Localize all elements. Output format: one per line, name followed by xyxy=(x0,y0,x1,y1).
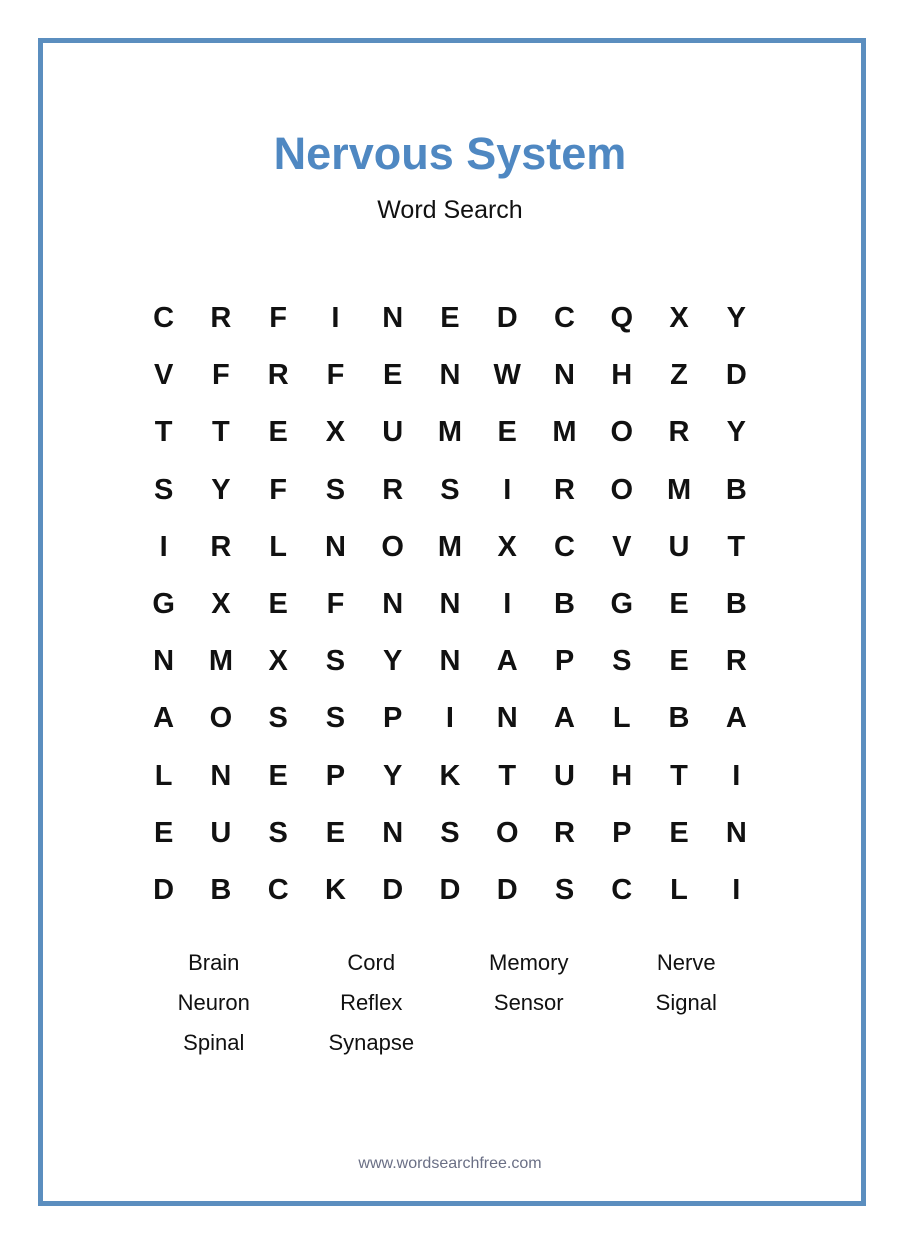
grid-cell[interactable]: N xyxy=(382,816,404,849)
grid-cell[interactable]: T xyxy=(212,416,230,449)
grid-cell[interactable]: Y xyxy=(383,759,403,792)
word-list-item: Synapse xyxy=(328,1030,415,1055)
grid-cell[interactable]: L xyxy=(670,873,688,906)
grid-cell[interactable]: D xyxy=(439,873,461,906)
grid-cell[interactable]: N xyxy=(439,359,461,392)
grid-cell[interactable]: R xyxy=(267,359,289,392)
grid-row xyxy=(135,862,765,919)
grid-cell[interactable]: X xyxy=(497,530,517,563)
word-list-item: Memory xyxy=(489,950,569,975)
word-list-item: Nerve xyxy=(656,950,716,975)
grid-cell[interactable]: P xyxy=(554,645,575,678)
grid-cell[interactable]: M xyxy=(437,416,463,449)
grid-cell[interactable]: T xyxy=(670,759,688,792)
grid-cell[interactable]: D xyxy=(496,873,518,906)
grid-cell[interactable]: N xyxy=(153,645,175,678)
grid-cell[interactable]: F xyxy=(269,473,288,506)
grid-cell[interactable]: M xyxy=(666,473,692,506)
grid-cell[interactable]: N xyxy=(210,759,232,792)
grid-cell[interactable]: E xyxy=(268,759,288,792)
grid-cell[interactable]: S xyxy=(153,473,174,506)
grid-cell[interactable]: N xyxy=(382,587,404,620)
grid-row xyxy=(135,519,765,576)
grid-cell[interactable]: O xyxy=(610,473,634,506)
grid-cell[interactable]: Y xyxy=(726,302,746,334)
grid-cell[interactable]: E xyxy=(153,816,174,849)
word-list xyxy=(135,943,765,1063)
grid-cell[interactable]: N xyxy=(554,359,575,392)
grid-cell[interactable]: V xyxy=(153,359,174,392)
word-list-item: Signal xyxy=(655,990,717,1015)
grid-cell[interactable]: F xyxy=(269,302,288,334)
grid-cell[interactable]: T xyxy=(498,759,517,792)
grid-cell[interactable]: W xyxy=(493,359,521,392)
grid-cell[interactable]: Z xyxy=(670,359,688,392)
grid-cell[interactable]: G xyxy=(610,587,634,620)
grid-cell[interactable]: S xyxy=(612,645,632,678)
grid-cell[interactable]: N xyxy=(439,645,461,678)
word-list-item: Spinal xyxy=(183,1030,245,1055)
grid-cell[interactable]: U xyxy=(668,530,690,563)
grid-cell[interactable]: P xyxy=(612,816,632,849)
grid-cell[interactable]: N xyxy=(725,816,747,849)
word-list-item: Neuron xyxy=(177,990,250,1015)
grid-cell[interactable]: N xyxy=(324,530,346,563)
grid-cell[interactable]: S xyxy=(325,473,346,506)
footer-url[interactable]: www.wordsearchfree.com xyxy=(358,1155,542,1172)
grid-cell[interactable]: D xyxy=(153,873,175,906)
grid-cell[interactable]: Y xyxy=(211,473,231,506)
grid-cell[interactable]: O xyxy=(209,702,233,735)
grid-cell[interactable]: E xyxy=(268,416,288,449)
word-list-item: Brain xyxy=(188,950,240,975)
grid-cell[interactable]: G xyxy=(152,587,175,620)
grid-cell[interactable]: I xyxy=(503,473,512,506)
grid-cell[interactable]: I xyxy=(331,302,340,334)
grid-row xyxy=(135,347,765,404)
grid-cell[interactable]: S xyxy=(440,816,460,849)
grid-cell[interactable]: H xyxy=(611,359,633,392)
grid-cell[interactable]: U xyxy=(210,816,232,849)
grid-cell[interactable]: R xyxy=(210,530,232,563)
grid-cell[interactable]: B xyxy=(210,873,232,906)
grid-cell[interactable]: X xyxy=(268,645,288,678)
grid-cell[interactable]: X xyxy=(211,587,231,620)
grid-cell[interactable]: X xyxy=(669,302,689,334)
grid-cell[interactable]: H xyxy=(611,759,633,792)
grid-cell[interactable]: F xyxy=(212,359,230,392)
grid-row xyxy=(135,576,765,633)
grid-cell[interactable]: U xyxy=(382,416,404,449)
grid-cell[interactable]: K xyxy=(439,759,461,792)
grid-cell[interactable]: E xyxy=(268,587,288,620)
grid-cell[interactable]: E xyxy=(440,302,460,334)
grid-cell[interactable]: S xyxy=(325,702,346,735)
grid-row xyxy=(135,633,765,690)
grid-cell[interactable]: U xyxy=(554,759,575,792)
grid-cell[interactable]: C xyxy=(267,873,289,906)
grid-cell[interactable]: M xyxy=(208,645,233,678)
grid-cell[interactable]: A xyxy=(725,702,747,735)
grid-cell[interactable]: B xyxy=(725,473,747,506)
grid-cell[interactable]: E xyxy=(383,359,403,392)
grid-cell[interactable]: R xyxy=(554,816,575,849)
grid-cell[interactable]: L xyxy=(154,759,173,792)
grid-cell[interactable]: V xyxy=(612,530,632,563)
grid-cell[interactable]: I xyxy=(503,587,512,620)
grid-cell[interactable]: E xyxy=(325,816,346,849)
grid-cell[interactable]: D xyxy=(496,302,518,334)
grid-cell[interactable]: E xyxy=(669,645,689,678)
grid-cell[interactable]: A xyxy=(554,702,575,735)
grid-cell[interactable]: R xyxy=(725,645,747,678)
grid-cell[interactable]: R xyxy=(554,473,575,506)
grid-cell[interactable]: L xyxy=(269,530,288,563)
grid-cell[interactable]: I xyxy=(159,530,168,563)
grid-row xyxy=(135,290,765,347)
letter-grid xyxy=(135,290,765,919)
grid-cell[interactable]: S xyxy=(268,702,288,735)
grid-cell[interactable]: R xyxy=(382,473,404,506)
grid-cell[interactable]: A xyxy=(496,645,518,678)
grid-cell[interactable]: C xyxy=(153,302,175,334)
grid-cell[interactable]: S xyxy=(268,816,288,849)
grid-cell[interactable]: E xyxy=(669,816,689,849)
grid-cell[interactable]: I xyxy=(732,759,741,792)
word-list-item: Reflex xyxy=(340,990,403,1015)
grid-cell[interactable]: C xyxy=(554,302,575,334)
grid-row xyxy=(135,462,765,519)
grid-cell[interactable]: K xyxy=(324,873,346,906)
grid-cell[interactable]: E xyxy=(669,587,689,620)
grid-cell[interactable]: A xyxy=(153,702,175,735)
grid-cell[interactable]: P xyxy=(383,702,403,735)
grid-cell[interactable]: I xyxy=(732,873,741,906)
grid-cell[interactable]: B xyxy=(668,702,690,735)
grid-row xyxy=(135,805,765,862)
grid-cell[interactable]: N xyxy=(382,302,404,334)
grid-cell[interactable]: O xyxy=(610,416,634,449)
grid-cell[interactable]: T xyxy=(727,530,746,563)
grid-cell[interactable]: N xyxy=(439,587,461,620)
grid-cell[interactable]: P xyxy=(325,759,346,792)
page-title: Nervous System xyxy=(273,128,627,179)
grid-cell[interactable]: F xyxy=(326,359,345,392)
word-list-item: Sensor xyxy=(493,990,564,1015)
grid-cell[interactable]: B xyxy=(554,587,575,620)
grid-row xyxy=(135,690,765,747)
grid-cell[interactable]: R xyxy=(668,416,690,449)
grid-cell[interactable]: M xyxy=(437,530,463,563)
grid-cell[interactable]: O xyxy=(381,530,404,563)
word-list-item: Cord xyxy=(347,950,396,975)
grid-cell[interactable]: F xyxy=(326,587,345,620)
grid-cell[interactable]: Y xyxy=(726,416,746,449)
grid-cell[interactable]: B xyxy=(725,587,747,620)
grid-cell[interactable]: S xyxy=(325,645,346,678)
grid-cell[interactable]: L xyxy=(612,702,631,735)
grid-cell[interactable]: Q xyxy=(610,302,634,334)
grid-cell[interactable]: R xyxy=(210,302,232,334)
grid-row xyxy=(135,748,765,805)
grid-cell[interactable]: M xyxy=(552,416,577,449)
grid-cell[interactable]: T xyxy=(154,416,173,449)
grid-cell[interactable]: C xyxy=(554,530,575,563)
grid-cell[interactable]: S xyxy=(554,873,575,906)
grid-cell[interactable]: N xyxy=(496,702,518,735)
grid-cell[interactable]: X xyxy=(325,416,346,449)
grid-row xyxy=(135,404,765,461)
grid-cell[interactable]: Y xyxy=(383,645,403,678)
page-subtitle: Word Search xyxy=(377,196,523,224)
grid-cell[interactable]: S xyxy=(440,473,460,506)
grid-cell[interactable]: E xyxy=(497,416,517,449)
grid-cell[interactable]: O xyxy=(495,816,519,849)
grid-cell[interactable]: I xyxy=(445,702,454,735)
grid-cell[interactable]: D xyxy=(725,359,747,392)
grid-cell[interactable]: C xyxy=(611,873,633,906)
grid-cell[interactable]: D xyxy=(382,873,404,906)
